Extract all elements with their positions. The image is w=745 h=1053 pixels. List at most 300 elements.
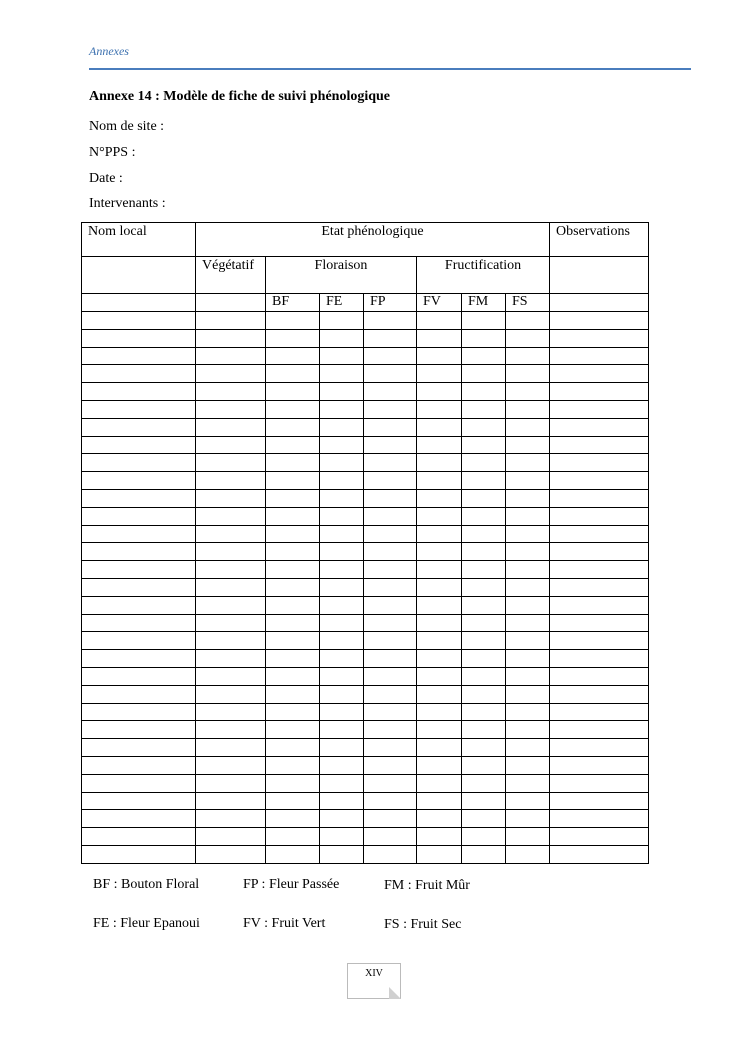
- table-cell: [417, 561, 462, 579]
- table-cell: [506, 329, 550, 347]
- table-cell: [462, 774, 506, 792]
- table-cell: [266, 436, 320, 454]
- table-cell: [550, 472, 649, 490]
- table-cell: [320, 472, 364, 490]
- table-cell: [266, 703, 320, 721]
- table-cell: [417, 650, 462, 668]
- table-cell: [462, 436, 506, 454]
- table-cell: [196, 400, 266, 418]
- table-cell: [417, 329, 462, 347]
- table-cell: [506, 810, 550, 828]
- table-cell: [320, 739, 364, 757]
- table-cell: [82, 329, 196, 347]
- table-cell: [462, 525, 506, 543]
- table-cell: [320, 418, 364, 436]
- table-cell: [550, 561, 649, 579]
- table-cell: [82, 685, 196, 703]
- table-cell: [364, 418, 417, 436]
- table-cell: [196, 596, 266, 614]
- table-cell: [550, 383, 649, 401]
- table-cell: [320, 543, 364, 561]
- table-cell: [462, 667, 506, 685]
- table-cell: [364, 632, 417, 650]
- table-cell: [196, 418, 266, 436]
- table-cell: [506, 845, 550, 863]
- table-cell: [266, 721, 320, 739]
- table-cell: [364, 543, 417, 561]
- col-vegetatif: Végétatif: [196, 257, 266, 294]
- table-cell: [417, 383, 462, 401]
- field-nom-de-site: Nom de site :: [89, 119, 165, 134]
- table-cell: [82, 596, 196, 614]
- table-cell: [417, 614, 462, 632]
- table-cell: [320, 810, 364, 828]
- table-row: [82, 756, 649, 774]
- table-cell: [417, 774, 462, 792]
- table-cell: [462, 383, 506, 401]
- table-cell: [320, 312, 364, 330]
- table-cell: [417, 667, 462, 685]
- table-cell: [506, 472, 550, 490]
- table-cell: [266, 667, 320, 685]
- table-cell: [462, 365, 506, 383]
- table-cell: [462, 543, 506, 561]
- table-cell: [550, 774, 649, 792]
- table-cell: [266, 739, 320, 757]
- table-cell: [417, 347, 462, 365]
- table-cell: [320, 489, 364, 507]
- table-cell: [550, 632, 649, 650]
- table-row: [82, 383, 649, 401]
- table-row: [82, 454, 649, 472]
- blank-cell: [196, 294, 266, 312]
- table-cell: [506, 578, 550, 596]
- table-cell: [417, 365, 462, 383]
- col-nom-local: Nom local: [82, 223, 196, 257]
- table-cell: [82, 739, 196, 757]
- table-cell: [82, 472, 196, 490]
- col-fructification: Fructification: [417, 257, 550, 294]
- table-cell: [417, 507, 462, 525]
- table-cell: [417, 756, 462, 774]
- table-cell: [417, 739, 462, 757]
- table-cell: [506, 703, 550, 721]
- table-cell: [550, 436, 649, 454]
- table-cell: [266, 632, 320, 650]
- header-rule: [89, 68, 691, 70]
- table-cell: [196, 507, 266, 525]
- table-cell: [82, 792, 196, 810]
- page-fold-icon: [389, 987, 401, 999]
- table-cell: [364, 685, 417, 703]
- table-cell: [506, 614, 550, 632]
- table-cell: [320, 721, 364, 739]
- table-cell: [196, 347, 266, 365]
- table-cell: [550, 596, 649, 614]
- table-cell: [320, 632, 364, 650]
- table-cell: [82, 489, 196, 507]
- code-fs: FS: [506, 294, 550, 312]
- table-cell: [266, 828, 320, 846]
- page-number-box: [347, 963, 401, 999]
- table-cell: [364, 756, 417, 774]
- table-cell: [320, 365, 364, 383]
- table-cell: [320, 347, 364, 365]
- table-cell: [417, 578, 462, 596]
- table-cell: [462, 845, 506, 863]
- table-cell: [550, 578, 649, 596]
- table-row: [82, 703, 649, 721]
- table-cell: [266, 525, 320, 543]
- table-row: [82, 365, 649, 383]
- table-cell: [82, 383, 196, 401]
- table-cell: [320, 329, 364, 347]
- code-fv: FV: [417, 294, 462, 312]
- table-cell: [320, 507, 364, 525]
- table-cell: [266, 845, 320, 863]
- table-cell: [364, 650, 417, 668]
- table-cell: [266, 810, 320, 828]
- table-cell: [82, 828, 196, 846]
- table-cell: [266, 614, 320, 632]
- table-cell: [462, 347, 506, 365]
- table-cell: [506, 347, 550, 365]
- table-cell: [82, 347, 196, 365]
- table-cell: [550, 418, 649, 436]
- table-cell: [364, 312, 417, 330]
- table-cell: [550, 614, 649, 632]
- table-row: [82, 436, 649, 454]
- table-cell: [196, 774, 266, 792]
- table-cell: [364, 739, 417, 757]
- table-cell: [82, 525, 196, 543]
- table-cell: [506, 685, 550, 703]
- table-cell: [506, 543, 550, 561]
- table-cell: [320, 685, 364, 703]
- table-cell: [196, 792, 266, 810]
- table-cell: [550, 792, 649, 810]
- table-cell: [364, 525, 417, 543]
- table-cell: [266, 561, 320, 579]
- table-row: [82, 739, 649, 757]
- table-cell: [266, 383, 320, 401]
- field-intervenants: Intervenants :: [89, 196, 166, 211]
- table-cell: [550, 721, 649, 739]
- running-header: Annexes: [89, 44, 129, 58]
- table-row: [82, 543, 649, 561]
- table-cell: [364, 365, 417, 383]
- table-cell: [196, 632, 266, 650]
- table-cell: [364, 561, 417, 579]
- table-cell: [266, 347, 320, 365]
- table-cell: [550, 739, 649, 757]
- table-cell: [82, 667, 196, 685]
- table-row: [82, 614, 649, 632]
- table-cell: [506, 561, 550, 579]
- col-etat-phenologique: Etat phénologique: [196, 223, 550, 257]
- table-cell: [196, 312, 266, 330]
- table-cell: [196, 845, 266, 863]
- table-cell: [462, 418, 506, 436]
- table-cell: [506, 454, 550, 472]
- table-row: [82, 650, 649, 668]
- table-cell: [196, 561, 266, 579]
- table-cell: [82, 774, 196, 792]
- table-row: [82, 685, 649, 703]
- table-cell: [320, 578, 364, 596]
- table-cell: [417, 472, 462, 490]
- table-cell: [320, 756, 364, 774]
- table-cell: [417, 632, 462, 650]
- table-row: [82, 845, 649, 863]
- table-row: [82, 418, 649, 436]
- table-cell: [82, 561, 196, 579]
- table-cell: [82, 632, 196, 650]
- legend-fp: FP : Fleur Passée: [243, 877, 340, 892]
- table-cell: [320, 400, 364, 418]
- table-cell: [550, 489, 649, 507]
- code-fe: FE: [320, 294, 364, 312]
- table-cell: [417, 703, 462, 721]
- table-cell: [320, 828, 364, 846]
- blank-cell: [82, 257, 196, 294]
- table-cell: [506, 774, 550, 792]
- table-cell: [462, 400, 506, 418]
- table-cell: [462, 596, 506, 614]
- table-cell: [506, 383, 550, 401]
- table-cell: [266, 650, 320, 668]
- table-cell: [196, 667, 266, 685]
- code-bf: BF: [266, 294, 320, 312]
- table-cell: [417, 543, 462, 561]
- table-cell: [266, 489, 320, 507]
- table-cell: [320, 703, 364, 721]
- table-cell: [82, 578, 196, 596]
- table-cell: [266, 400, 320, 418]
- table-row: [82, 667, 649, 685]
- table-cell: [266, 507, 320, 525]
- table-cell: [417, 312, 462, 330]
- table-cell: [506, 400, 550, 418]
- table-row: [82, 400, 649, 418]
- annex-heading: Annexe 14 : Modèle de fiche de suivi phénologique: [89, 89, 391, 104]
- legend-fe: FE : Fleur Epanoui: [93, 916, 200, 931]
- table-cell: [320, 845, 364, 863]
- table-cell: [462, 312, 506, 330]
- table-cell: [196, 739, 266, 757]
- table-cell: [196, 436, 266, 454]
- table-cell: [196, 383, 266, 401]
- table-cell: [266, 774, 320, 792]
- table-cell: [506, 756, 550, 774]
- table-cell: [550, 543, 649, 561]
- table-cell: [417, 489, 462, 507]
- table-cell: [417, 685, 462, 703]
- table-cell: [82, 543, 196, 561]
- table-cell: [462, 756, 506, 774]
- table-cell: [462, 614, 506, 632]
- table-cell: [506, 507, 550, 525]
- table-cell: [550, 828, 649, 846]
- table-cell: [320, 525, 364, 543]
- table-cell: [266, 329, 320, 347]
- table-cell: [266, 312, 320, 330]
- table-cell: [320, 667, 364, 685]
- table-cell: [550, 810, 649, 828]
- table-row: [82, 721, 649, 739]
- table-row: [82, 329, 649, 347]
- table-cell: [550, 703, 649, 721]
- table-cell: [417, 845, 462, 863]
- table-cell: [196, 525, 266, 543]
- table-cell: [462, 685, 506, 703]
- table-cell: [196, 756, 266, 774]
- table-cell: [417, 828, 462, 846]
- table-cell: [364, 489, 417, 507]
- table-cell: [417, 525, 462, 543]
- table-cell: [462, 703, 506, 721]
- table-cell: [364, 472, 417, 490]
- table-cell: [417, 810, 462, 828]
- table-cell: [196, 810, 266, 828]
- page-number: XIV: [365, 968, 383, 979]
- table-cell: [506, 312, 550, 330]
- table-cell: [462, 472, 506, 490]
- table-cell: [506, 418, 550, 436]
- table-cell: [462, 329, 506, 347]
- table-cell: [550, 329, 649, 347]
- code-fm: FM: [462, 294, 506, 312]
- table-cell: [364, 667, 417, 685]
- table-cell: [82, 650, 196, 668]
- table-row: [82, 774, 649, 792]
- table-cell: [196, 614, 266, 632]
- table-cell: [320, 561, 364, 579]
- table-cell: [82, 703, 196, 721]
- table-cell: [196, 578, 266, 596]
- table-row: [82, 472, 649, 490]
- table-cell: [82, 365, 196, 383]
- table-cell: [462, 828, 506, 846]
- table-cell: [417, 596, 462, 614]
- table-cell: [364, 329, 417, 347]
- table-cell: [462, 632, 506, 650]
- table-cell: [266, 578, 320, 596]
- table-cell: [266, 365, 320, 383]
- legend-fs: FS : Fruit Sec: [384, 917, 462, 932]
- table-cell: [550, 525, 649, 543]
- table-cell: [550, 756, 649, 774]
- table-cell: [364, 578, 417, 596]
- table-cell: [506, 436, 550, 454]
- table-cell: [550, 365, 649, 383]
- header-row-2: [82, 257, 649, 294]
- table-cell: [320, 650, 364, 668]
- blank-cell: [550, 257, 649, 294]
- table-cell: [364, 454, 417, 472]
- table-cell: [550, 312, 649, 330]
- table-cell: [550, 400, 649, 418]
- table-cell: [506, 365, 550, 383]
- table-cell: [364, 347, 417, 365]
- table-cell: [506, 721, 550, 739]
- table-cell: [266, 418, 320, 436]
- table-cell: [82, 721, 196, 739]
- table-row: [82, 561, 649, 579]
- table-cell: [506, 739, 550, 757]
- table-cell: [82, 418, 196, 436]
- table-cell: [82, 845, 196, 863]
- table-cell: [550, 667, 649, 685]
- header-row-1: [82, 223, 649, 257]
- table-cell: [462, 810, 506, 828]
- table-cell: [550, 650, 649, 668]
- table-cell: [266, 472, 320, 490]
- table-cell: [506, 489, 550, 507]
- table-cell: [82, 312, 196, 330]
- table-cell: [364, 810, 417, 828]
- table-cell: [550, 845, 649, 863]
- table-cell: [82, 756, 196, 774]
- table-cell: [320, 454, 364, 472]
- table-cell: [82, 810, 196, 828]
- table-cell: [506, 596, 550, 614]
- table-cell: [320, 792, 364, 810]
- table-cell: [266, 685, 320, 703]
- table-cell: [196, 721, 266, 739]
- table-cell: [196, 329, 266, 347]
- table-row: [82, 578, 649, 596]
- col-observations: Observations: [550, 223, 649, 257]
- table-cell: [196, 685, 266, 703]
- table-cell: [550, 685, 649, 703]
- table-row: [82, 810, 649, 828]
- legend-fm: FM : Fruit Mûr: [384, 878, 470, 893]
- table-row: [82, 828, 649, 846]
- table-cell: [266, 454, 320, 472]
- table-cell: [320, 614, 364, 632]
- table-cell: [364, 721, 417, 739]
- table-cell: [364, 436, 417, 454]
- table-cell: [417, 436, 462, 454]
- table-cell: [196, 489, 266, 507]
- table-cell: [506, 792, 550, 810]
- table-row: [82, 507, 649, 525]
- table-cell: [364, 596, 417, 614]
- table-row: [82, 312, 649, 330]
- table-cell: [364, 828, 417, 846]
- header-row-codes: [82, 294, 649, 312]
- table-cell: [266, 543, 320, 561]
- table-cell: [196, 472, 266, 490]
- table-cell: [506, 632, 550, 650]
- table-cell: [82, 400, 196, 418]
- table-cell: [462, 739, 506, 757]
- table-cell: [196, 543, 266, 561]
- table-cell: [462, 792, 506, 810]
- blank-cell: [82, 294, 196, 312]
- table-row: [82, 525, 649, 543]
- table-cell: [550, 454, 649, 472]
- legend-fv: FV : Fruit Vert: [243, 916, 326, 931]
- table-cell: [364, 774, 417, 792]
- table-cell: [462, 721, 506, 739]
- table-cell: [364, 845, 417, 863]
- table-cell: [320, 596, 364, 614]
- table-cell: [417, 418, 462, 436]
- table-cell: [417, 400, 462, 418]
- table-row: [82, 632, 649, 650]
